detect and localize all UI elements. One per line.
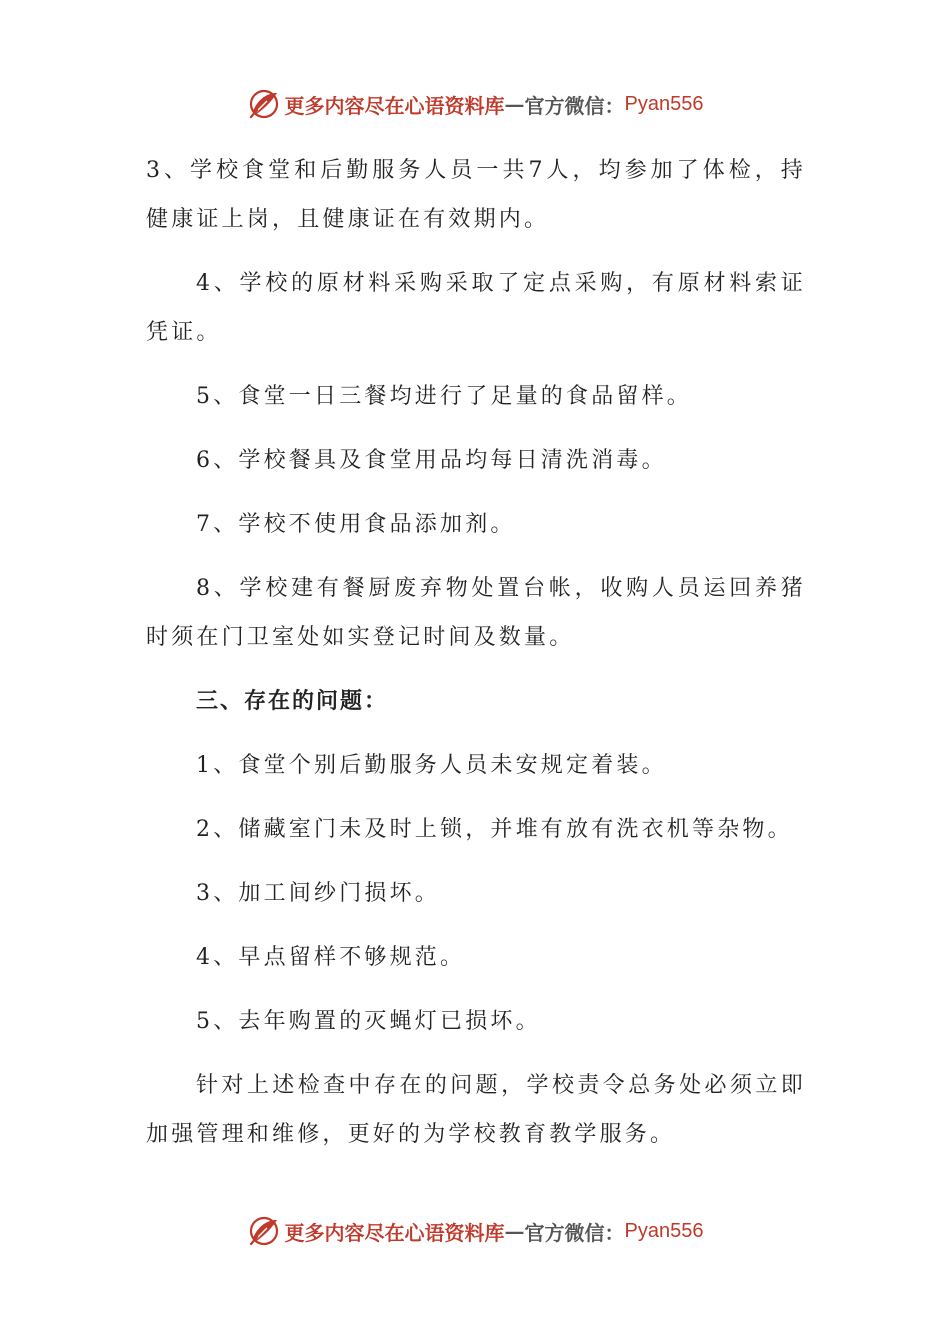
problem-item-2: 2、储藏室门未及时上锁，并堆有放有洗衣机等杂物。	[196, 817, 793, 842]
footer-wechat-id: Pyan556	[624, 1219, 704, 1242]
header-banner	[0, 84, 950, 124]
problem-item-3: 3、加工间纱门损坏。	[196, 881, 440, 906]
paragraph-6: 8、学校建有餐厨废弃物处置台帐，收购人员运回养猪时须在门卫室处如实登记时间及数量。	[146, 576, 806, 650]
paragraph-3: 5、食堂一日三餐均进行了足量的食品留样。	[196, 384, 692, 409]
section-heading-problems: 三、存在的问题：	[196, 689, 389, 714]
document-body	[146, 146, 806, 1174]
pen-nib-logo-icon	[247, 87, 281, 121]
banner-wechat-id: Pyan556	[624, 92, 704, 115]
paragraph-4: 6、学校餐具及食堂用品均每日清洗消毒。	[196, 448, 667, 473]
footer-banner	[0, 1211, 950, 1251]
paragraph-1: 3、学校食堂和后勤服务人员一共7人，均参加了体检，持健康证上岗，且健康证在有效期内。	[146, 158, 806, 232]
footer-site-name: 更多内容尽在心语资料库	[284, 1220, 505, 1245]
problem-item-4: 4、早点留样不够规范。	[196, 945, 466, 970]
banner-site-name: 更多内容尽在心语资料库	[284, 93, 505, 118]
banner-dash: —	[504, 92, 525, 116]
banner-wechat-label: 官方微信：	[524, 93, 625, 118]
footer-dash: —	[504, 1219, 525, 1243]
problem-item-5: 5、去年购置的灭蝇灯已损坏。	[196, 1009, 541, 1034]
paragraph-5: 7、学校不使用食品添加剂。	[196, 512, 516, 537]
footer-wechat-label: 官方微信：	[524, 1220, 625, 1245]
problem-item-1: 1、食堂个别后勤服务人员未安规定着装。	[196, 753, 667, 778]
pen-nib-logo-icon	[247, 1214, 281, 1248]
conclusion-paragraph: 针对上述检查中存在的问题，学校责令总务处必须立即加强管理和维修，更好的为学校教育教学服务。	[146, 1073, 806, 1147]
paragraph-2: 4、学校的原材料采购采取了定点采购，有原材料索证凭证。	[146, 271, 806, 345]
